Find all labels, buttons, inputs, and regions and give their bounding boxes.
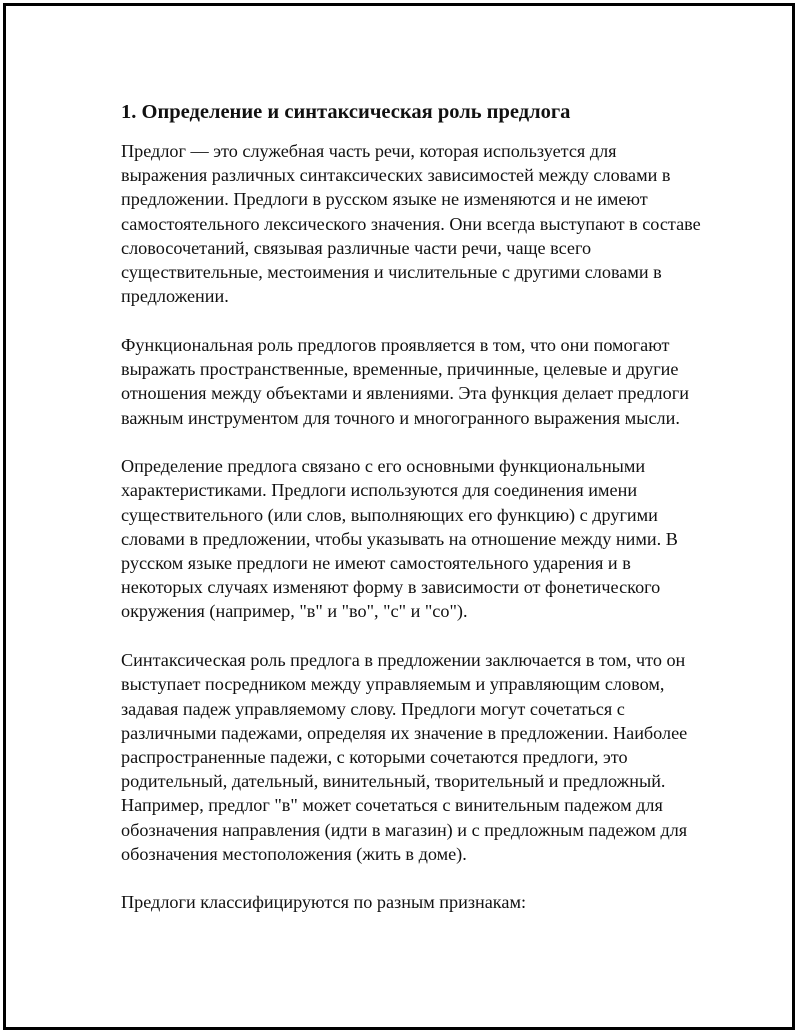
paragraph-functional-role: Функциональная роль предлогов проявляется в том, что они помогают выражать пространственные, временные, причинные, целевые и другие отношения между объектами и явлениями. Эта функция делает предлоги важным инструментом для точного и многогранного выражения мысли.: [121, 334, 689, 428]
paragraph-definition: Предлог — это служебная часть речи, которая используется для выражения различных синтаксических зависимостей между словами в предложении. Предлоги в русском языке не изменяются и не имеют самостоятельного лексического значения. Они всегда выступают в составе словосочетаний, связывая различные части речи, чаще всего существительные, местоимения и числительные с другими словами в предложении.: [121, 141, 701, 307]
paragraph-characteristics: Определение предлога связано с его основными функциональными характеристиками. Предлоги используются для соединения имени существительного (или слов, выполняющих его функцию) с другими словами в предложении, чтобы указывать на отношение между ними. В русском языке предлоги не имеют самостоятельного ударения и в некоторых случаях изменяют форму в зависимости от фонетического окружения (например, "в" и "во", "с" и "со").: [121, 456, 678, 622]
document-body: [121, 98, 706, 939]
paragraph-syntactic-role: Синтаксическая роль предлога в предложении заключается в том, что он выступает посредником между управляемым и управляющим словом, задавая падеж управляемому слову. Предлоги могут сочетаться с различными падежами, определяя их значение в предложении. Наиболее распространенные падежи, с которыми сочетаются предлоги, это родительный, дательный, винительный, творительный и предложный. Например, предлог "в" может сочетаться с винительным падежом для обозначения направления (идти в магазин) и с предложным падежом для обозначения местоположения (жить в доме).: [121, 650, 688, 864]
page-frame: [3, 3, 795, 1030]
section-heading: 1. Определение и синтаксическая роль предлога: [121, 101, 571, 123]
paragraph-classification: Предлоги классифицируются по разным признакам:: [121, 892, 526, 913]
